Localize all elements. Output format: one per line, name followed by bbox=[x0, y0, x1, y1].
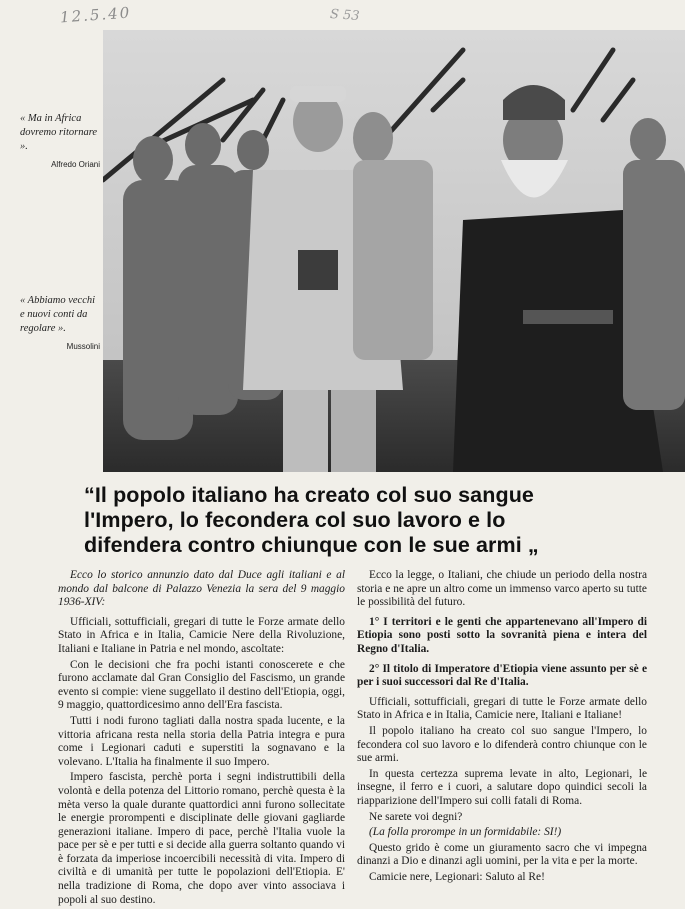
decree-article-1: 1° I territori e le genti che appartenevano all'Impero di Etiopia sono posti sotto la sovranità piena e intera del Regno d'Italia. bbox=[357, 615, 647, 655]
article-question: Ne sarete voi degni? bbox=[369, 810, 463, 823]
article-paragraph: Ufficiali, sottufficiali, gregari di tutte le Forze armate dello Stato in Africa e in Italia, Camicie Nere della Rivoluzione, Italiani e Italiane in Patria e nel mondo, ascoltate: bbox=[58, 615, 345, 655]
article-paragraph: In questa certezza suprema levate in alto, Legionari, le insegne, il ferro e i cuori, a salutare dopo quindici secoli la riapparizione dell'Impero sui colli fatali di Roma. bbox=[357, 767, 647, 807]
article-paragraph: Il popolo italiano ha creato col suo sangue l'Impero, lo fecondera col suo lavoro e lo difenderà contro chiunque con le sue armi. bbox=[357, 724, 647, 765]
marching-soldiers-photo bbox=[103, 30, 685, 472]
article-closing: Camicie nere, Legionari: Saluto al Re! bbox=[369, 870, 545, 883]
headline-line-1: “Il popolo italiano ha creato col suo sangue bbox=[84, 483, 534, 507]
article-column-left bbox=[58, 569, 345, 909]
article-column-right bbox=[357, 569, 647, 886]
side-quote-oriani bbox=[20, 112, 100, 172]
side-quote-author: Mussolini bbox=[66, 342, 100, 351]
handwritten-page-mark: S 53 bbox=[329, 6, 361, 25]
article-intro: Ecco lo storico annunzio dato dal Duce agli italiani e al mondo dal balcone di Palazzo Venezia la sera del 9 maggio 1936-XIV: bbox=[58, 569, 345, 609]
headline-line-2: l'Impero, lo fecondera col suo lavoro e lo bbox=[84, 508, 506, 532]
article-paragraph: Impero fascista, perchè porta i segni indistruttibili della volontà e della potenza del Littorio romano, perchè questa è la mèta verso la quale durante quattordici anni furono sollecitate le energie prorompenti e disciplinate delle giovani gagliarde generazioni italiane. Impero di pace, perchè l'Italia vuole la pace per sè e per tutti e si decide alla guerra soltanto quando vi è forzata da imperiose incoercibili necessità di vita. Impero di civiltà e di umanità per tutte le popolazioni dell'Etiopia. E' nella tradizione di Roma, che dopo aver vinto associava i popoli al suo destino. bbox=[58, 771, 345, 906]
article-paragraph: Tutti i nodi furono tagliati dalla nostra spada lucente, e la vittoria africana resta nella storia della Patria integra e pura come i Legionari caduti e superstiti la sognavano e la volevano. L'Italia ha finalmente il suo Impero. bbox=[58, 714, 345, 768]
decree-article-2: 2° Il titolo di Imperatore d'Etiopia viene assunto per sè e per i suoi successori dal Re d'Italia. bbox=[357, 662, 647, 689]
article-paragraph: Con le decisioni che fra pochi istanti conoscerete e che furono acclamate dal Gran Consiglio del Fascismo, un grande evento si compie: viene suggellato il destino dell'Etiopia, oggi, 9 maggio, quattordicesimo anno dell'Era fascista. bbox=[58, 658, 345, 712]
handwritten-date: 12.5.40 bbox=[59, 3, 132, 27]
photo-illustration bbox=[103, 30, 685, 472]
side-quote-text: « Abbiamo vecchi e nuovi conti da regolare ». bbox=[20, 295, 96, 334]
crowd-response: (La folla prorompe in un formidabile: SI!) bbox=[369, 826, 562, 839]
article-paragraph: Ecco la legge, o Italiani, che chiude un periodo della nostra storia e ne apre un altro come un immenso varco aperto su tutte le possibilità del futuro. bbox=[357, 569, 647, 609]
headline bbox=[84, 483, 644, 558]
side-quote-mussolini bbox=[20, 294, 100, 354]
side-quote-author: Alfredo Oriani bbox=[51, 160, 100, 169]
headline-line-3: difendera contro chiunque con le sue armi „ bbox=[84, 533, 539, 557]
side-quote-text: « Ma in Africa dovremo ritornare ». bbox=[20, 113, 98, 152]
article-paragraph: Ufficiali, sottufficiali, gregari di tutte le Forze armate dello Stato in Africa e in Italia, Camicie nere, Italiani e Italiane! bbox=[357, 695, 647, 722]
article-oath: Questo grido è come un giuramento sacro che vi impegna dinanzi a Dio e dinanzi agli uomini, per la vita e per la morte. bbox=[357, 841, 647, 868]
